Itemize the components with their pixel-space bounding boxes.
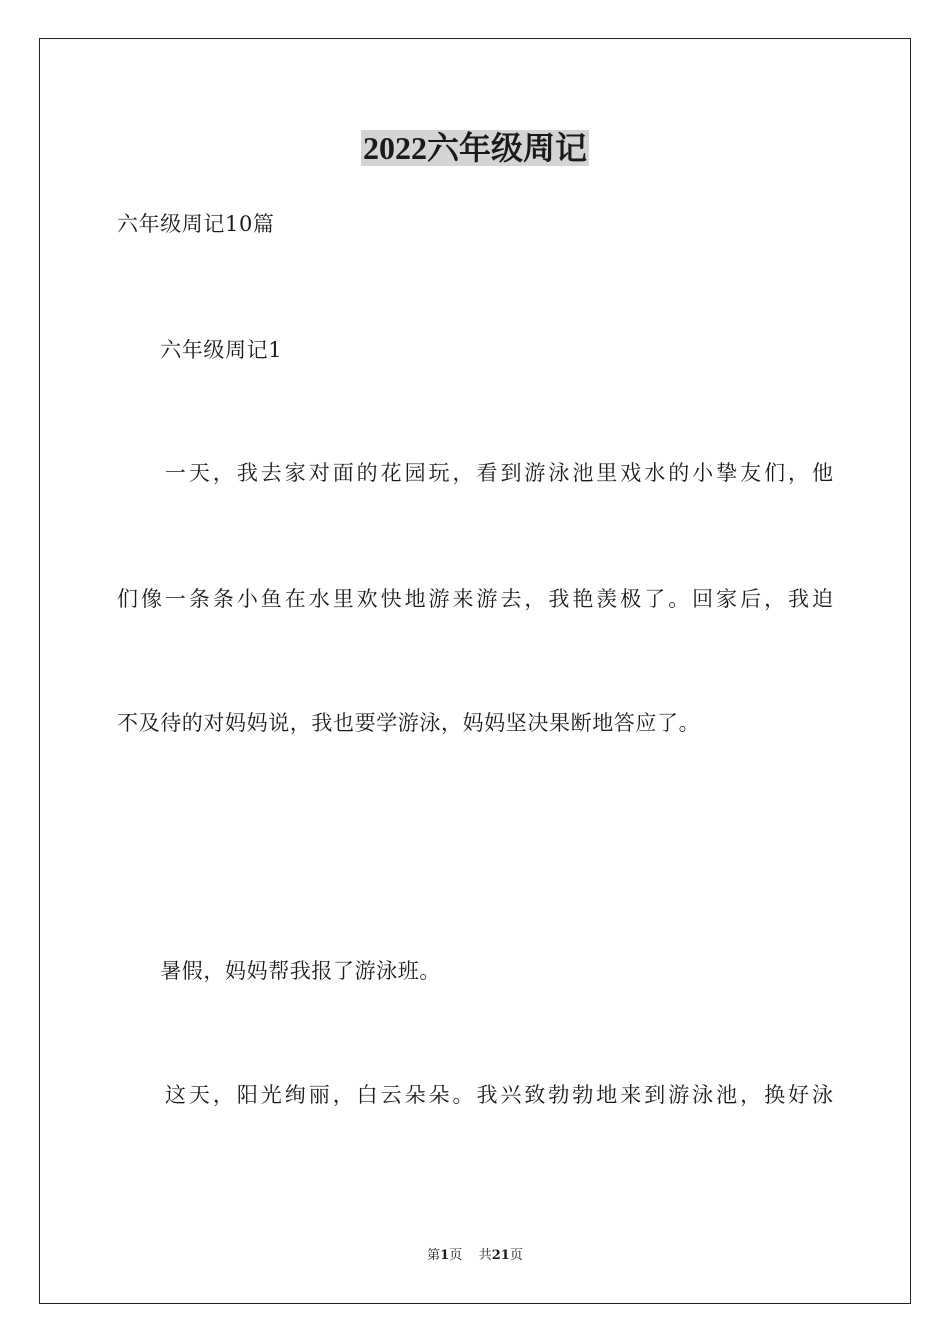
document-title [0, 126, 950, 170]
page-footer [0, 1247, 950, 1265]
paragraph-line: 这天，阳光绚丽，白云朵朵。我兴致勃勃地来到游泳池，换好泳 [117, 1083, 833, 1107]
footer-total-pages: 21 [491, 1248, 510, 1263]
document-title-text: 2022六年级周记 [362, 130, 587, 166]
footer-page-number: 1 [440, 1248, 450, 1263]
footer-total-suffix: 页 [509, 1248, 523, 1263]
paragraph-line: 们像一条条小鱼在水里欢快地游来游去，我艳羡极了。回家后，我迫 [117, 587, 833, 611]
document-subtitle: 六年级周记10篇 [117, 212, 275, 236]
footer-page-prefix: 第 [427, 1248, 441, 1263]
paragraph-line: 一天，我去家对面的花园玩，看到游泳池里戏水的小挚友们，他 [117, 461, 833, 485]
paragraph-line: 暑假，妈妈帮我报了游泳班。 [117, 959, 441, 983]
footer-page-suffix: 页 [449, 1248, 463, 1263]
paragraph-line: 不及待的对妈妈说，我也要学游泳，妈妈坚决果断地答应了。 [117, 711, 701, 735]
paragraph-heading: 六年级周记1 [117, 338, 283, 362]
footer-total-prefix: 共 [478, 1248, 492, 1263]
